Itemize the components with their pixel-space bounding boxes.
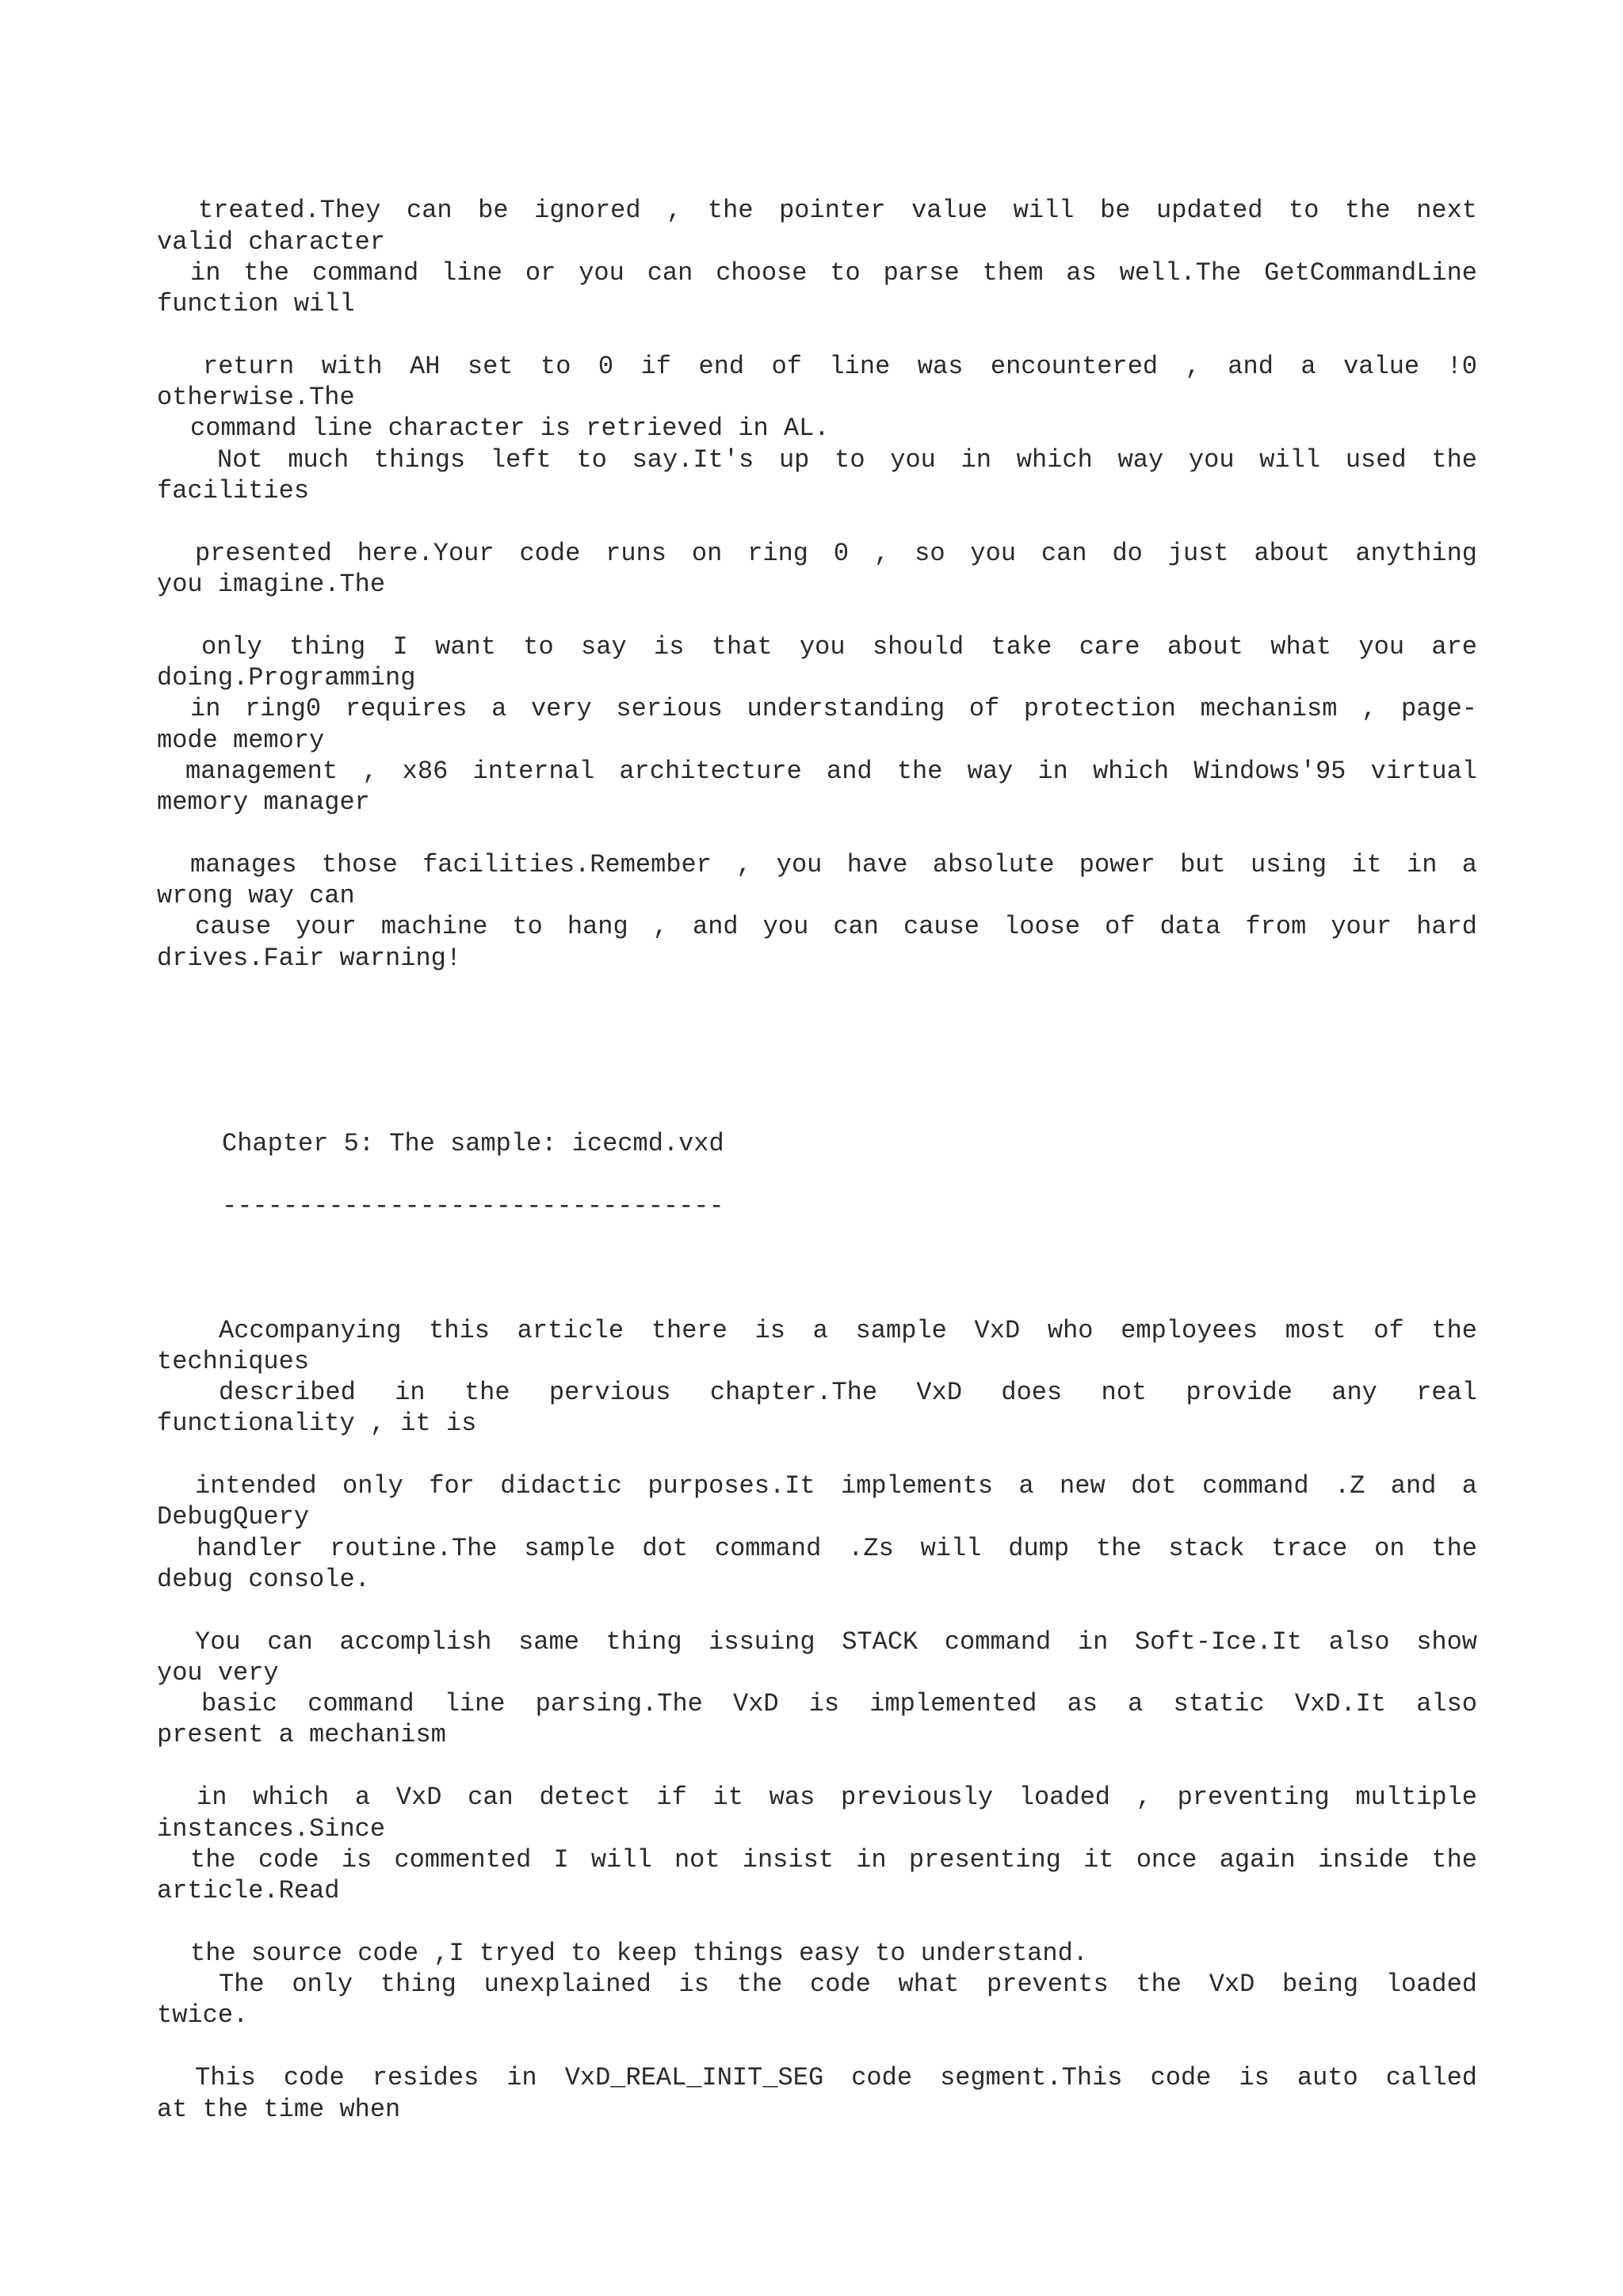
text-line: Accompanying this article there is a sample VxD who employees most of the <box>219 1316 1477 1345</box>
text-line: mode memory <box>157 726 325 755</box>
text-line: twice. <box>157 2000 249 2030</box>
text-line: function will <box>157 289 355 318</box>
text-line: you very <box>157 1658 279 1688</box>
text-line: the source code ,I tryed to keep things easy to understand. <box>190 1939 1088 1968</box>
text-line: in ring0 requires a very serious understanding of protection mechanism , page- <box>190 694 1477 723</box>
text-line: you imagine.The <box>157 570 386 599</box>
text-line: handler routine.The sample dot command .Zs will dump the stack trace on the <box>197 1534 1477 1563</box>
text-line: Not much things left to say.It's up to you in which way you will used the <box>217 445 1477 475</box>
text-line: command line character is retrieved in AL. <box>190 414 830 443</box>
text-line: presented here.Your code runs on ring 0 , so you can do just about anything <box>195 539 1477 568</box>
text-line: instances.Since <box>157 1814 386 1844</box>
text-line: basic command line parsing.The VxD is implemented as a static VxD.It also <box>201 1689 1477 1718</box>
text-line: article.Read <box>157 1876 340 1905</box>
text-line: in which a VxD can detect if it was previously loaded , preventing multiple <box>197 1783 1477 1812</box>
text-line: return with AH set to 0 if end of line was encountered , and a value !0 <box>203 352 1477 381</box>
text-line: present a mechanism <box>157 1720 446 1749</box>
chapter-title: Chapter 5: The sample: icecmd.vxd <box>222 1129 724 1158</box>
text-line: valid character <box>157 227 386 257</box>
text-line: manages those facilities.Remember , you have absolute power but using it in a <box>190 850 1477 879</box>
text-line: at the time when <box>157 2095 401 2124</box>
text-line: otherwise.The <box>157 383 355 412</box>
text-line: management , x86 internal architecture and the way in which Windows'95 virtual <box>185 757 1477 786</box>
text-line: DebugQuery <box>157 1502 310 1531</box>
text-line: in the command line or you can choose to parse them as well.The GetCommandLine <box>190 258 1477 288</box>
text-line: drives.Fair warning! <box>157 944 462 973</box>
text-line: cause your machine to hang , and you can cause loose of data from your hard <box>195 912 1477 941</box>
text-line: doing.Programming <box>157 663 416 692</box>
chapter-underline: --------------------------------- <box>222 1192 724 1221</box>
text-line: debug console. <box>157 1565 370 1594</box>
text-line: facilities <box>157 476 310 505</box>
text-line: only thing I want to say is that you should take care about what you are <box>201 632 1477 662</box>
text-line: intended only for didactic purposes.It implements a new dot command .Z and a <box>195 1471 1477 1501</box>
text-line: memory manager <box>157 788 370 817</box>
text-line: treated.They can be ignored , the pointer value will be updated to the next <box>198 196 1477 225</box>
text-line: functionality , it is <box>157 1409 477 1438</box>
text-line: techniques <box>157 1347 310 1376</box>
text-line: The only thing unexplained is the code what prevents the VxD being loaded <box>219 1970 1477 1999</box>
text-line: the code is commented I will not insist in presenting it once again inside the <box>190 1845 1477 1875</box>
text-line: wrong way can <box>157 881 355 910</box>
text-line: You can accomplish same thing issuing STACK command in Soft-Ice.It also show <box>195 1627 1477 1657</box>
text-line: described in the pervious chapter.The VxD does not provide any real <box>219 1378 1477 1407</box>
text-line: This code resides in VxD_REAL_INIT_SEG code segment.This code is auto called <box>195 2063 1477 2092</box>
